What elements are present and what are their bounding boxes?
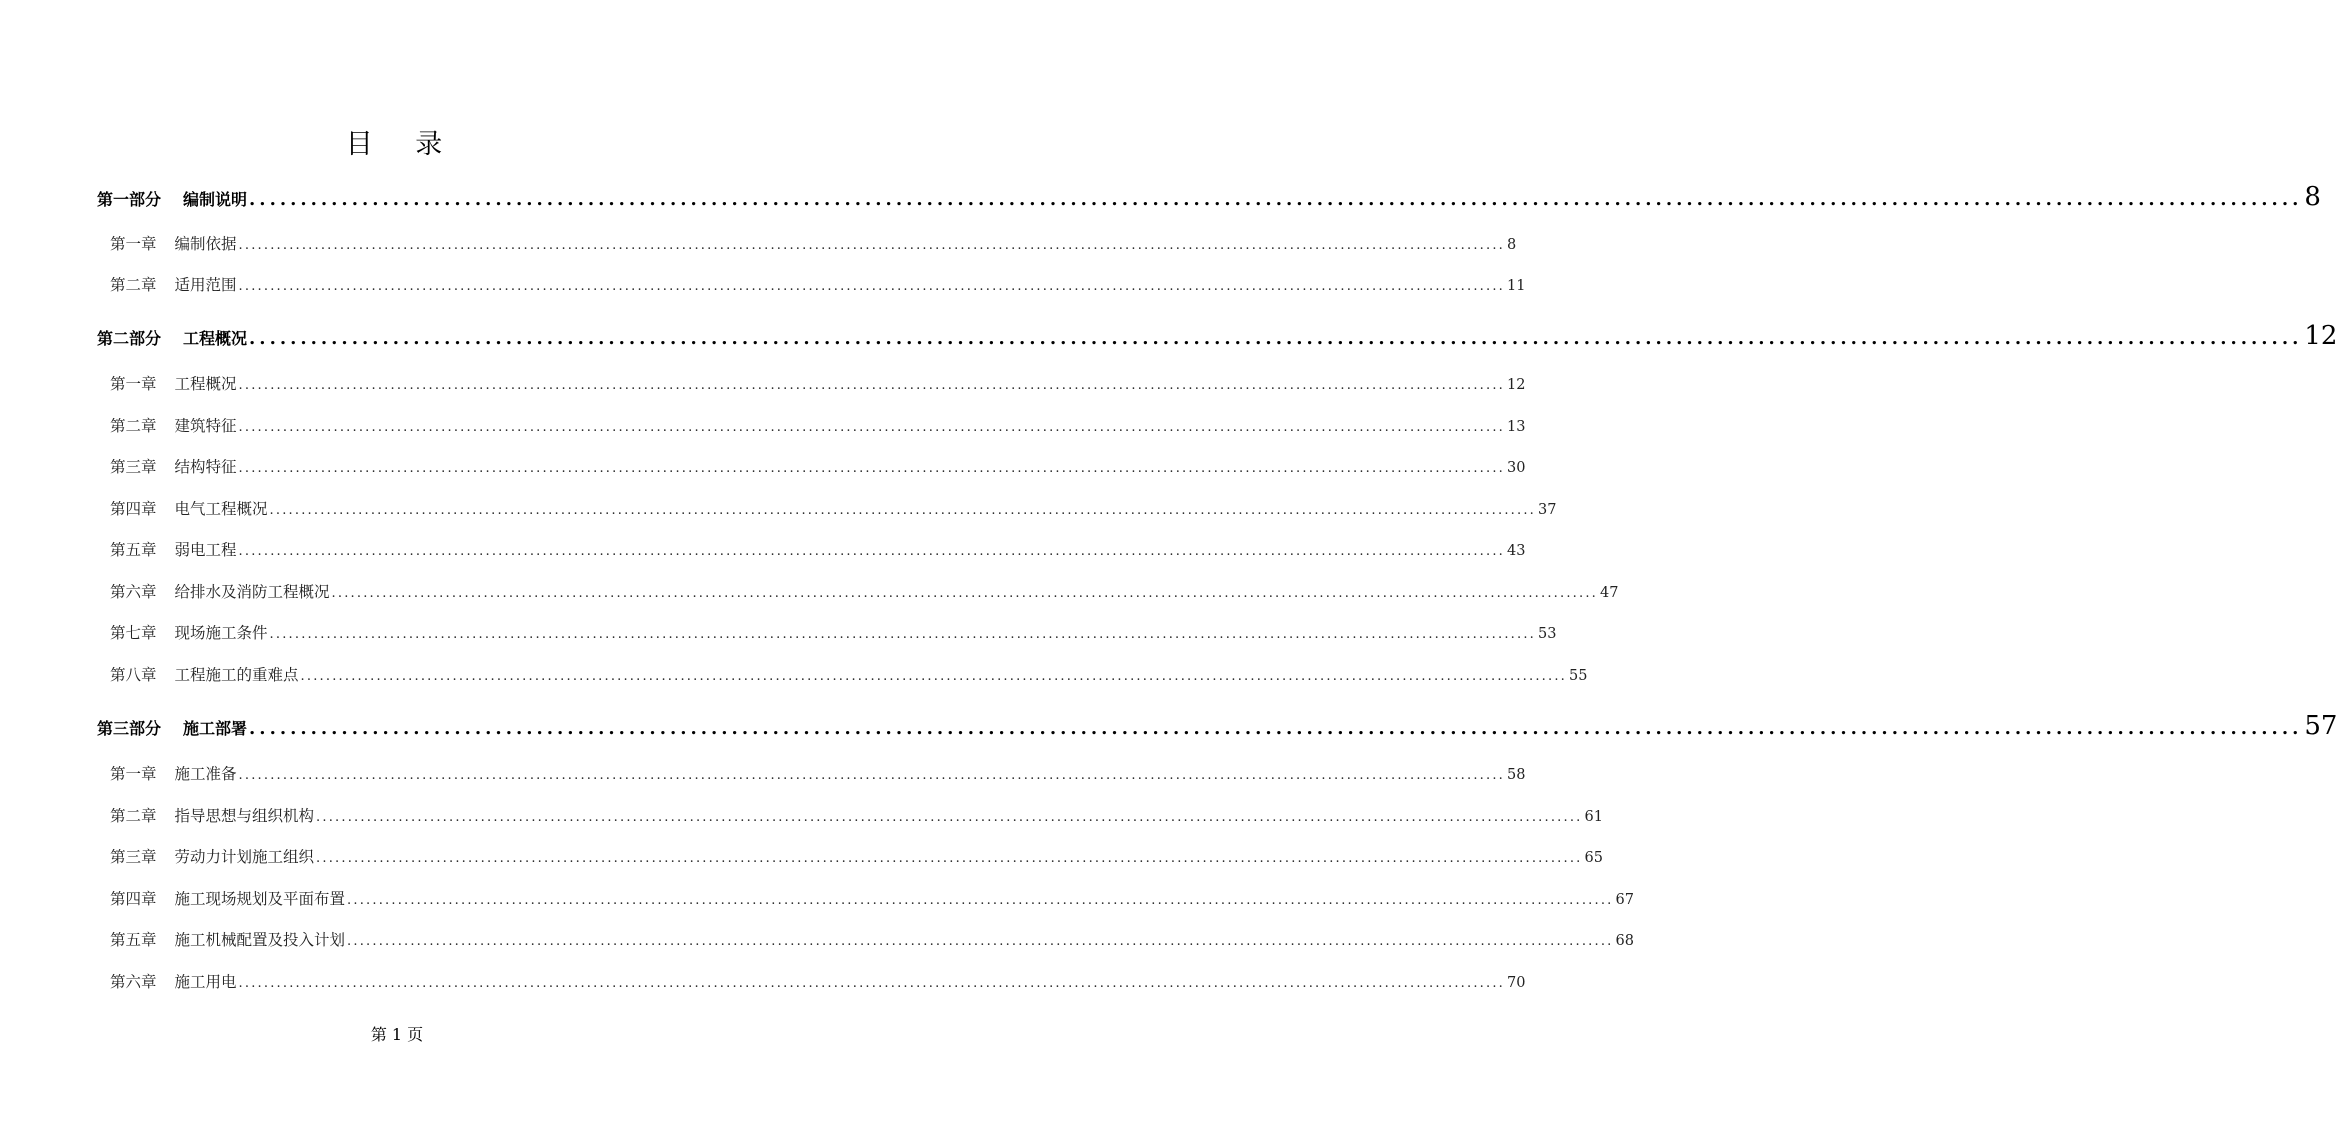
toc-entry-label (110, 970, 237, 992)
toc-chapter-entry[interactable] (110, 273, 1526, 295)
toc-entry-number: 第三章 (110, 458, 157, 476)
toc-page-number: 61 (1584, 809, 1603, 825)
toc-chapter-entry[interactable] (110, 845, 1603, 867)
toc-chapter-entry[interactable] (110, 372, 1526, 394)
toc-entry-text: 电气工程概况 (174, 500, 268, 518)
toc-entry-number: 第二章 (110, 276, 157, 294)
toc-entry-label (110, 928, 345, 950)
toc-entry-label (97, 187, 247, 210)
toc-part-entry[interactable] (97, 182, 2321, 212)
toc-page-number: 12 (2304, 321, 2337, 351)
page-footer: 第 1 页 (370, 1025, 424, 1044)
toc-page-number: 30 (1507, 460, 1526, 476)
toc-page-number: 70 (1507, 975, 1526, 991)
toc-entry-text: 编制依据 (174, 235, 237, 253)
toc-page-number: 12 (1507, 377, 1526, 393)
toc-entry-text: 现场施工条件 (174, 624, 268, 642)
toc-entry-text: 劳动力计划施工组织 (174, 848, 315, 866)
toc-page-number: 53 (1538, 626, 1557, 642)
toc-page-number: 13 (1507, 419, 1526, 435)
toc-entry-number: 第八章 (110, 666, 157, 684)
toc-entry-text: 施工用电 (174, 973, 237, 991)
toc-chapter-entry[interactable] (110, 804, 1603, 826)
dot-leader: ........................................................................................................................................................................................................ (238, 768, 1505, 783)
toc-entry-label (110, 804, 314, 826)
toc-page-number: 58 (1507, 767, 1526, 783)
toc-entry-text: 施工部署 (183, 719, 248, 738)
toc-entry-label (110, 455, 237, 477)
toc-chapter-entry[interactable] (110, 887, 1634, 909)
dot-leader: ........................................................................................................................................................................................................ (347, 934, 1614, 949)
toc-page-number: 8 (1507, 237, 1517, 253)
toc-entry-text: 工程概况 (183, 329, 248, 348)
dot-leader: ........................................................................................................................................................................................................ (269, 627, 1536, 642)
toc-entry-number: 第六章 (110, 973, 157, 991)
dot-leader: ........................................................................................................................................................................................................ (269, 503, 1536, 518)
toc-chapter-entry[interactable] (110, 232, 1517, 254)
toc-chapter-entry[interactable] (110, 580, 1619, 602)
toc-chapter-entry[interactable] (110, 762, 1526, 784)
toc-title: 目 录 (345, 129, 449, 160)
toc-entry-label (110, 372, 237, 394)
toc-entry-number: 第一章 (110, 765, 157, 783)
dot-leader: ........................................................................................................................................................................................................ (238, 544, 1505, 559)
toc-chapter-entry[interactable] (110, 663, 1588, 685)
toc-entry-number: 第二部分 (97, 329, 162, 348)
toc-page-number: 57 (2304, 711, 2337, 741)
toc-page-number: 47 (1600, 585, 1619, 601)
toc-page-number: 37 (1538, 502, 1557, 518)
dot-leader: ........................................................................................................................................................................................................ (331, 586, 1598, 601)
toc-entry-number: 第三部分 (97, 719, 162, 738)
toc-entry-number: 第六章 (110, 583, 157, 601)
toc-entry-text: 适用范围 (174, 276, 237, 294)
toc-page-number: 65 (1584, 850, 1603, 866)
toc-entry-label (110, 232, 237, 254)
toc-entry-label (110, 621, 268, 643)
dot-leader: ........................................................................................................................................................................................................ (238, 279, 1505, 294)
toc-page-number: 11 (1507, 278, 1526, 294)
dot-leader: ........................................................................................................................................................................................................ (238, 378, 1505, 393)
toc-entry-text: 建筑特征 (174, 417, 237, 435)
toc-entry-number: 第五章 (110, 931, 157, 949)
toc-entry-number: 第四章 (110, 890, 157, 908)
dot-leader: ........................................................................................................................................................................................................ (316, 851, 1583, 866)
dot-leader: ........................................................................................................................................................................................................ (300, 669, 1567, 684)
toc-chapter-entry[interactable] (110, 621, 1557, 643)
toc-entry-text: 结构特征 (174, 458, 237, 476)
toc-entry-label (110, 580, 330, 602)
toc-entry-label (110, 497, 268, 519)
toc-entry-number: 第二章 (110, 807, 157, 825)
toc-entry-label (110, 887, 345, 909)
toc-entry-label (110, 273, 237, 295)
dot-leader: ........................................................................................................................................................................................................ (238, 461, 1505, 476)
toc-page-number: 8 (2304, 182, 2321, 212)
dot-leader: ........................................................................................................................................................................................................ (249, 718, 2303, 739)
toc-entry-number: 第二章 (110, 417, 157, 435)
dot-leader: ........................................................................................................................................................................................................ (347, 893, 1614, 908)
toc-entry-text: 编制说明 (183, 190, 248, 209)
toc-page-number: 43 (1507, 543, 1526, 559)
toc-entry-text: 工程概况 (174, 375, 237, 393)
dot-leader: ........................................................................................................................................................................................................ (249, 189, 2303, 210)
toc-chapter-entry[interactable] (110, 414, 1526, 436)
toc-part-entry[interactable] (97, 321, 2337, 351)
toc-entry-number: 第一章 (110, 235, 157, 253)
toc-entry-number: 第七章 (110, 624, 157, 642)
dot-leader: ........................................................................................................................................................................................................ (316, 810, 1583, 825)
toc-entry-label (110, 663, 299, 685)
toc-entry-text: 给排水及消防工程概况 (174, 583, 330, 601)
toc-entry-label (110, 762, 237, 784)
toc-entry-label (97, 716, 247, 739)
dot-leader: ........................................................................................................................................................................................................ (238, 420, 1505, 435)
toc-entry-label (110, 414, 237, 436)
toc-chapter-entry[interactable] (110, 970, 1526, 992)
dot-leader: ........................................................................................................................................................................................................ (238, 238, 1505, 253)
toc-chapter-entry[interactable] (110, 538, 1526, 560)
toc-page-number: 67 (1615, 892, 1634, 908)
dot-leader: ........................................................................................................................................................................................................ (249, 328, 2303, 349)
toc-page-number: 55 (1569, 668, 1588, 684)
toc-entry-label (110, 538, 237, 560)
toc-entry-text: 施工现场规划及平面布置 (174, 890, 346, 908)
toc-chapter-entry[interactable] (110, 497, 1557, 519)
toc-part-entry[interactable] (97, 711, 2337, 741)
toc-entry-number: 第四章 (110, 500, 157, 518)
toc-entry-text: 弱电工程 (174, 541, 237, 559)
toc-page-number: 68 (1615, 933, 1634, 949)
toc-entry-text: 指导思想与组织机构 (174, 807, 315, 825)
toc-entry-label (110, 845, 314, 867)
toc-entry-number: 第五章 (110, 541, 157, 559)
toc-chapter-entry[interactable] (110, 928, 1634, 950)
toc-entry-number: 第三章 (110, 848, 157, 866)
toc-entry-label (97, 326, 247, 349)
toc-entry-number: 第一章 (110, 375, 157, 393)
toc-entry-text: 施工机械配置及投入计划 (174, 931, 346, 949)
toc-entry-text: 施工准备 (174, 765, 237, 783)
toc-entry-text: 工程施工的重难点 (174, 666, 299, 684)
toc-chapter-entry[interactable] (110, 455, 1526, 477)
dot-leader: ........................................................................................................................................................................................................ (238, 976, 1505, 991)
toc-entry-number: 第一部分 (97, 190, 162, 209)
